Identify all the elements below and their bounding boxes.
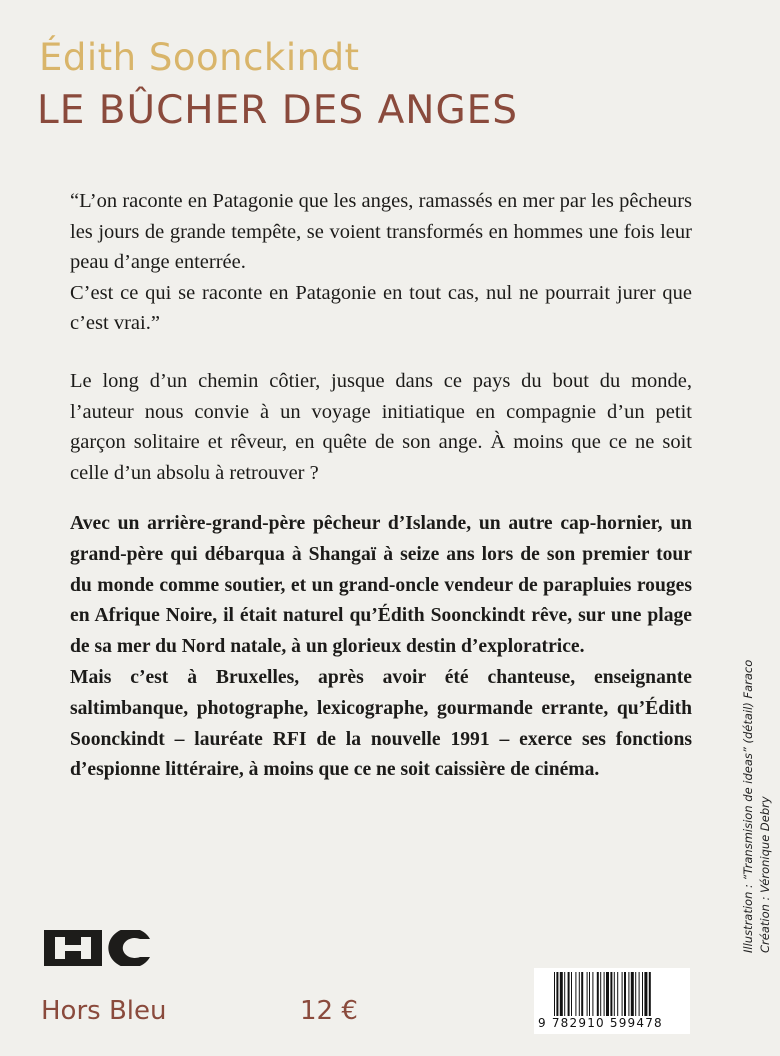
author-bio (70, 509, 692, 786)
publisher-logo-icon (44, 930, 152, 966)
quote-block (70, 186, 692, 339)
quote-paragraph: C’est ce qui se raconte en Patagonie en tout cas, nul ne pourrait jurer que c’est vrai.” (70, 281, 692, 334)
bio-paragraph: Mais c’est à Bruxelles, après avoir été chanteuse, enseignante saltimbanque, photographe, lexicographe, gourmande errante, qu’Édith Soonckindt – lauréate RFI de la nouvelle 1991 – exerce ses fonctions d’espionne littéraire, à moins que ce ne soit caissière de cinéma. (70, 666, 692, 781)
isbn-number: 9 782910 599478 (538, 1016, 663, 1030)
publisher-collection: Hors Bleu (41, 996, 167, 1026)
design-credit: Création : Véronique Debry (758, 796, 772, 953)
intro-paragraph (70, 366, 692, 488)
price: 12 € (300, 996, 358, 1026)
barcode-bars-icon (554, 972, 686, 1016)
image-credits (740, 553, 780, 953)
intro-text: Le long d’un chemin côtier, jusque dans ce pays du bout du monde, l’auteur nous convie à un voyage initiatique en compagnie d’un petit garçon solitaire et rêveur, en quête de son ange. À moins que ce ne soit celle d’un absolu à retrouver ? (70, 370, 692, 484)
author-name: Édith Soonckindt (39, 36, 360, 79)
illustration-credit: Illustration : “Transmision de ideas” (détail) Faraco (741, 659, 755, 953)
quote-paragraph: “L’on raconte en Patagonie que les anges, ramassés en mer par les pêcheurs les jours de grande tempête, se voient transformés en hommes une fois leur peau d’ange enterrée. (70, 190, 692, 273)
book-title: LE BÛCHER DES ANGES (37, 88, 519, 133)
bio-paragraph: Avec un arrière-grand-père pêcheur d’Islande, un autre cap-hornier, un grand-père qui débarqua à Shangaï à seize ans lors de son premier tour du monde comme soutier, et un grand-oncle vendeur de parapluies rouges en Afrique Noire, il était naturel qu’Édith Soonckindt rêve, sur une plage de sa mer du Nord natale, à un glorieux destin d’exploratrice. (70, 513, 692, 658)
barcode (534, 968, 690, 1034)
